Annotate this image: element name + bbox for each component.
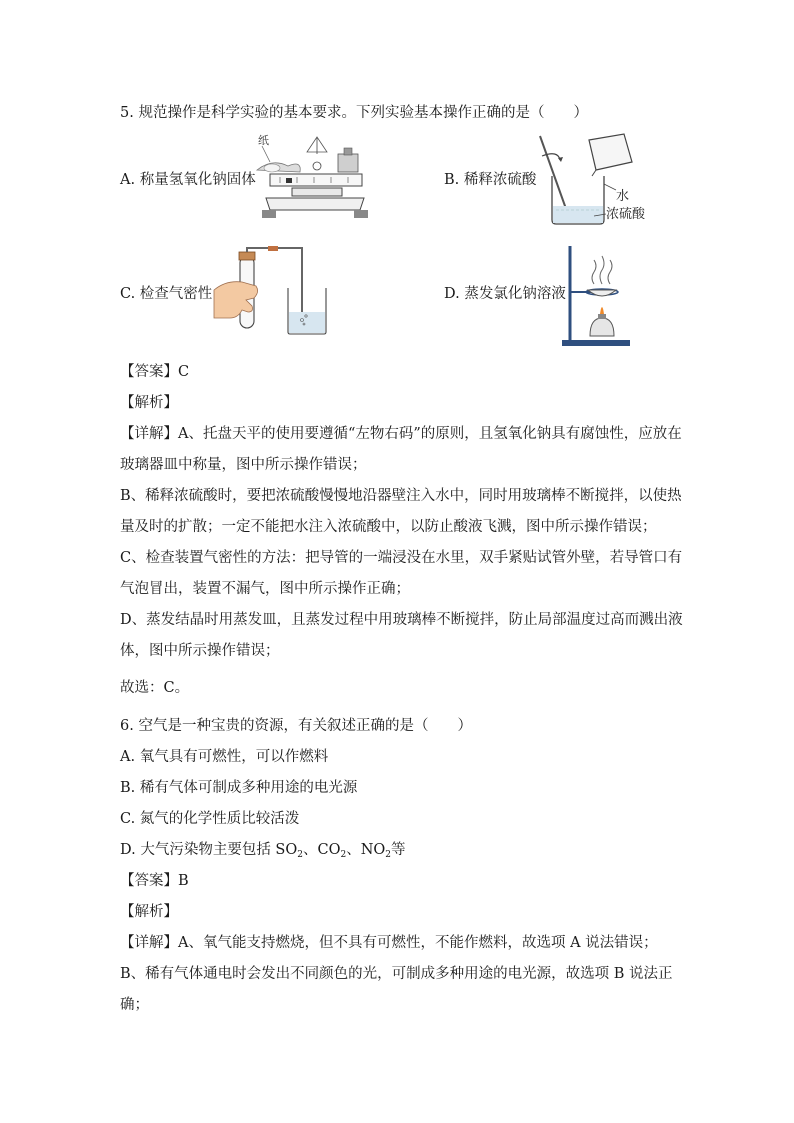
q5-detail-line: D、蒸发结晶时用蒸发皿，且蒸发过程中用玻璃棒不断搅拌，防止局部温度过高而溅出液	[120, 612, 683, 628]
q6-option-d	[120, 840, 406, 860]
q5-detail-line: 玻璃器皿中称量，图中所示操作错误；	[120, 457, 367, 473]
balance-figure	[252, 132, 377, 224]
q5-detail-line: 【详解】A、托盘天平的使用要遵循“左物右码”的原则，且氢氧化钠具有腐蚀性，应放在	[120, 426, 682, 442]
q5-option-b: B. 稀释浓硫酸	[444, 172, 537, 188]
water-label: 水	[616, 189, 630, 204]
q6-option-d-text: 等	[391, 842, 406, 858]
subscript: 2	[340, 850, 347, 860]
q6-detail-line: B、稀有气体通电时会发出不同颜色的光，可制成多种用途的电光源，故选项 B 说法正	[120, 966, 673, 982]
q5-detail-line: 体，图中所示操作错误；	[120, 643, 280, 659]
subscript: 2	[385, 850, 392, 860]
subscript: 2	[297, 850, 303, 860]
q6-option-b: B. 稀有气体可制成多种用途的电光源	[120, 780, 358, 796]
airtightness-figure	[212, 246, 338, 336]
q6-option-d-text: 、CO	[303, 842, 341, 858]
q5-conclusion: 故选：C。	[120, 680, 190, 696]
q6-detail-line: 确；	[120, 997, 149, 1013]
q6-option-d-text: D. 大气污染物主要包括 SO	[120, 842, 298, 858]
q6-analysis-title: 【解析】	[120, 904, 178, 920]
q5-option-a: A. 称量氢氧化钠固体	[120, 172, 256, 188]
q5-stem: 5. 规范操作是科学实验的基本要求。下列实验基本操作正确的是（ ）	[120, 105, 588, 121]
q5-detail-line: 量及时的扩散；一定不能把水注入浓硫酸中，以防止酸液飞溅，图中所示操作错误；	[120, 519, 657, 535]
q6-option-a: A. 氧气具有可燃性，可以作燃料	[120, 749, 329, 765]
dilution-figure	[534, 132, 664, 227]
q5-answer: 【答案】C	[120, 364, 190, 380]
q5-analysis-title: 【解析】	[120, 395, 178, 411]
q6-option-d-text: 、NO	[346, 842, 386, 858]
q6-detail-line: 【详解】A、氧气能支持燃烧，但不具有可燃性，不能作燃料，故选项 A 说法错误；	[120, 935, 658, 951]
q6-stem: 6. 空气是一种宝贵的资源，有关叙述正确的是（ ）	[120, 718, 472, 734]
q5-detail-line: 气泡冒出，装置不漏气，图中所示操作正确；	[120, 581, 410, 597]
q5-detail-line: C、检查装置气密性的方法：把导管的一端浸没在水里，双手紧贴试管外壁，若导管口有	[120, 550, 683, 566]
acid-label: 浓硫酸	[606, 207, 646, 222]
q6-option-c: C. 氮气的化学性质比较活泼	[120, 811, 300, 827]
paper-label: 纸	[258, 134, 269, 147]
evaporation-figure	[560, 238, 636, 350]
q5-option-d: D. 蒸发氯化钠溶液	[444, 286, 566, 302]
q6-answer: 【答案】B	[120, 873, 189, 889]
q5-option-c: C. 检查气密性	[120, 286, 213, 302]
q5-detail-line: B、稀释浓硫酸时，要把浓硫酸慢慢地沿器壁注入水中，同时用玻璃棒不断搅拌，以使热	[120, 488, 682, 504]
